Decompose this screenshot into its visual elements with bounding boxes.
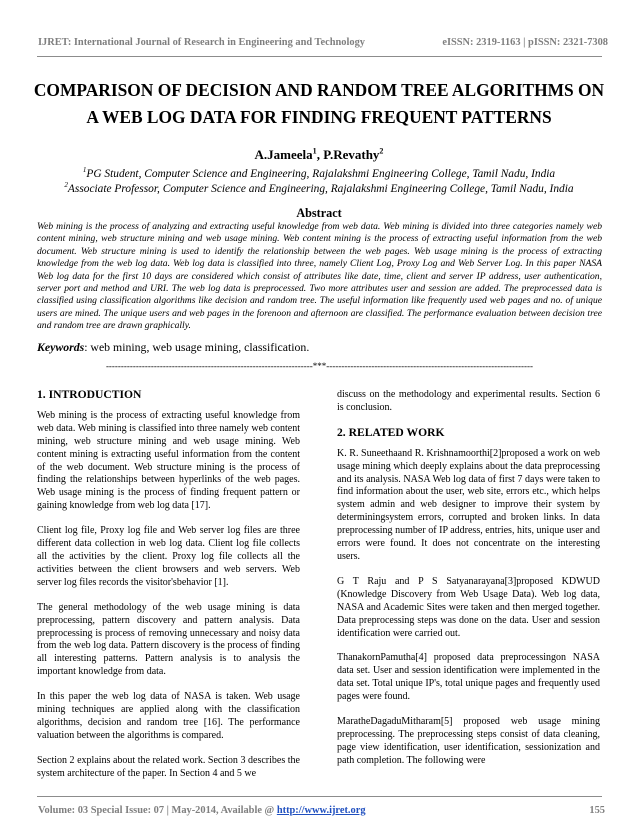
affiliation-1-text: PG Student, Computer Science and Engineering, Rajalakshmi Engineering College, Tamil Nadu, India <box>86 168 556 180</box>
intro-paragraph-5: Section 2 explains about the related work. Section 3 describes the system architecture of the paper. In Section 4 and 5 we <box>37 754 300 779</box>
intro-paragraph-4: In this paper the web log data of NASA is taken. Web usage mining techniques are applied along with the classification algorithms, decision and random tree [16]. The performance valuation between the algorithms is compared. <box>37 691 300 741</box>
introduction-heading: 1. INTRODUCTION <box>37 388 142 401</box>
related-work-heading: 2. RELATED WORK <box>337 425 445 439</box>
abstract-text: Web mining is the process of analyzing and extracting useful knowledge from web data. Web mining is divided into three categories namely web content mining, web structure mining and web usage mining. Web content mining is the process of extracting useful information from the web document. Web structure mining is used to identify the relationship between the web pages. Web usage mining is the process of extracting knowledge from the web log data. Web log data is classified into three, namely Client Log, Proxy Log and Web Server Log. In this paper NASA Web log data for the first 10 days are considered which consist of attributes like date, time, client and server IP address, user authentication, server port and method and URI. The web log data is preprocessed. Two more attributes user and session are added. The preprocessed data is classified using classification algorithms like decision and random tree. The useful information like frequently used web pages and no. of unique users are mined. The unique users and web pages in the forenoon and afternoon are classified. The performance evaluation between decision tree and random tree are drawn graphically. <box>37 221 602 332</box>
keywords <box>37 340 309 355</box>
affiliation-1 <box>30 167 608 182</box>
author-1-sup: 1 <box>312 146 317 156</box>
journal-header: IJRET: International Journal of Research in Engineering and Technology <box>38 37 365 48</box>
author-1: A.Jameela <box>254 147 313 162</box>
title-line-2: A WEB LOG DATA FOR FINDING FREQUENT PATTERNS <box>86 107 552 127</box>
continued-paragraph: discuss on the methodology and experimental results. Section 6 is conclusion. <box>337 389 600 413</box>
section-separator: ---------------------------------------------------------------------***--------------------------------------------------------------------- <box>105 361 534 371</box>
related-paragraph-3: ThanakornPamutha[4] proposed data preprocessingon NASA data set. User and session identification were implemented in the data set. Total unique IP's, total unique pages and frequently used pages were found. <box>337 652 600 703</box>
journal-link[interactable]: http://www.ijret.org <box>276 805 366 816</box>
related-paragraph-2: G T Raju and P S Satyanarayana[3]proposed KDWUD (Knowledge Discovery from Web Usage Data). Web log data, NASA and Academic Sites were taken and then merged together. Data preprocessing steps was done on the data. User and session identification were carried out. <box>337 575 600 639</box>
title-line-1: COMPARISON OF DECISION AND RANDOM TREE ALGORITHMS ON <box>33 80 605 100</box>
right-column <box>337 389 600 768</box>
intro-paragraph-1: Web mining is the process of extracting useful knowledge from web data. Web mining is classified into three namely web content mining, web structure mining and web usage mining. Web content mining is extracting useful information from the content of the web document. Web structure mining is the process of finding the relationships between hyperlinks of the web pages. Web usage mining is the process of finding frequent pattern or gaining knowledge from web log data [17]. <box>37 409 300 512</box>
author-2: P.Revathy <box>323 147 380 162</box>
related-paragraph-1: K. R. Suneethaand R. Krishnamoorthi[2]proposed a work on web usage mining which deeply explains about the data preprocessing and its analysis. NASA Web log data of first 7 days were taken to find information about the user, web site, errors etc., which helps system admin and web designer to improve their system by determiningsystem errors, corrupted and broken links. In data preprocessing number of IP address, entries, hits, unique user and errors were found. It does not concentrate on the interesting users. <box>337 447 600 562</box>
footer-volume <box>38 805 366 816</box>
footer-prefix: Volume: 03 Special Issue: 07 | May-2014, Available @ <box>38 805 277 816</box>
abstract-heading: Abstract <box>296 206 342 220</box>
left-column <box>37 389 300 781</box>
intro-paragraph-2: Client log file, Proxy log file and Web server log files are three different data collection in web log data. Client log file collects all the activities by the client. Proxy log file collects all the activities between the client browsers and web servers. Web server log files records the visitor'sbehavior [1]. <box>37 525 300 588</box>
footer-rule <box>37 796 602 797</box>
paper-title <box>30 77 608 131</box>
page-number: 155 <box>589 805 605 816</box>
header-rule <box>37 56 602 57</box>
author-2-sup: 2 <box>379 146 384 156</box>
affiliation-2-text: Associate Professor, Computer Science and Engineering, Rajalakshmi Engineering College, Tamil Nadu, India <box>67 183 574 195</box>
keywords-text: : web mining, web usage mining, classification. <box>84 340 310 354</box>
intro-paragraph-3: The general methodology of the web usage mining is data preprocessing, pattern discovery and pattern analysis. Data preprocessing is process of removing unnecessary and noisy data from the web log data. Pattern discovery is the process of finding all interesting patterns. Pattern analysis is to analysis the important knowledge from data. <box>37 601 300 678</box>
related-paragraph-4: MaratheDagaduMitharam[5] proposed web usage mining preprocessing. The preprocessing steps consist of data cleaning, page view identification, user identification, sessionization and path completion. The following were <box>337 716 600 766</box>
issn-header: eISSN: 2319-1163 | pISSN: 2321-7308 <box>442 37 608 48</box>
keywords-label: Keywords <box>37 340 85 354</box>
affiliation-2 <box>30 182 608 197</box>
author-sep: , <box>316 147 324 162</box>
authors <box>30 147 608 163</box>
affiliation-2-sup: 2 <box>64 181 68 190</box>
affiliation-1-sup: 1 <box>82 166 87 175</box>
